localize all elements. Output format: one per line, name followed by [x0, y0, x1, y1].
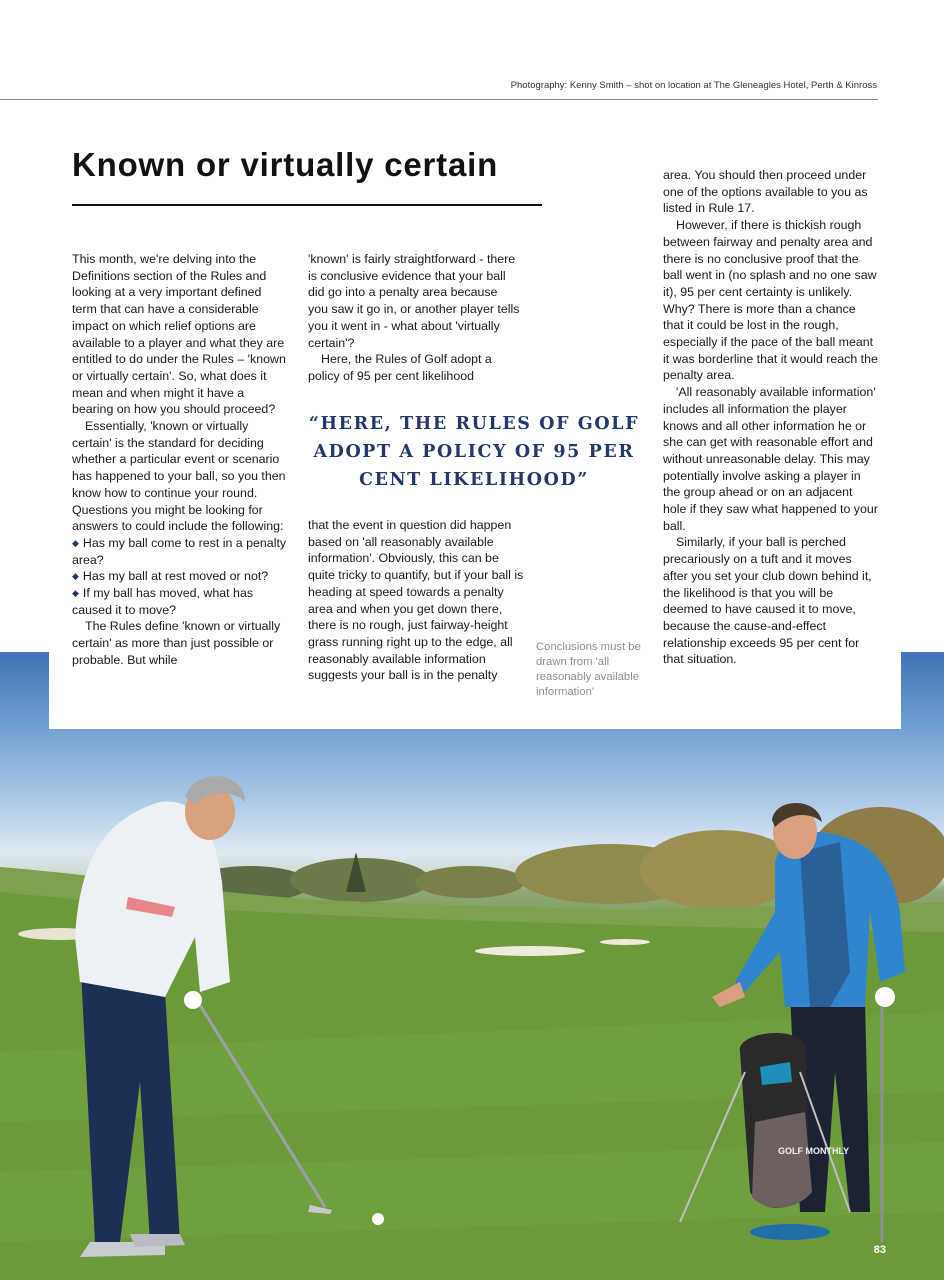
golf-course-photo — [0, 652, 944, 1280]
col3-paragraph-1: area. You should then proceed under one of the options available to you as listed in Rule 17. — [663, 168, 868, 216]
column-2-bottom — [308, 517, 524, 684]
photo-illustration — [0, 652, 944, 1280]
bullet-item: ◆ Has my ball come to rest in a penalty area? — [72, 535, 288, 568]
column-3 — [663, 167, 879, 668]
column-1 — [72, 251, 288, 669]
pull-quote: “HERE, THE RULES OF GOLF ADOPT A POLICY OF 95 PER CENT LIKELIHOOD” — [308, 414, 640, 490]
col2-paragraph-3: that the event in question did happen based on 'all reasonably available information'. Obviously, this can be quite tricky to quantify, but if your ball is heading at speed towards a penalty area and when you get down there, there is no rough, just fairway-height grass running right up to the edge, all reasonably available information suggests your ball is in the penalty — [308, 518, 524, 683]
col2-paragraph-1: 'known' is fairly straightforward - there is conclusive evidence that your ball did go into a penalty area because you saw it go in, or another player tells you it went in - what about 'virtually certain'? — [308, 252, 520, 350]
col3-paragraph-4: Similarly, if your ball is perched precariously on a tuft and it moves after you set your club down behind it, the likelihood is that you will be deemed to have caused it to move, because the cause-and-effect relationship exceeds 95 per cent for that situation. — [663, 535, 872, 667]
bag-logo: GOLF MONTHLY — [778, 1146, 850, 1156]
col3-paragraph-2: However, if there is thickish rough between fairway and penalty area and there is no conclusive proof that the ball went in (no splash and no one saw it), 95 per cent certainty is unlikely. Why? There is more than a chance that it could be lost in the rough, especially if the pace of the ball meant it was borderline that it would reach the penalty area. — [663, 218, 878, 383]
col3-paragraph-3: 'All reasonably available information' includes all information the player knows and all other information he or she can get with reasonable effort and without unreasonable delay. This may potentially involve asking a player in the group ahead or on an adjacent hole if they saw what happened to your ball. — [663, 385, 878, 533]
bunker — [475, 946, 585, 956]
column-2-top — [308, 251, 520, 385]
bullet-item: ◆ Has my ball at rest moved or not? — [72, 568, 288, 585]
title-underline — [72, 204, 542, 206]
photo-credit: Photography: Kenny Smith – shot on location at The Gleneagles Hotel, Perth & Kinross — [510, 80, 877, 91]
col1-paragraph-1: This month, we're delving into the Definitions section of the Rules and looking at a very important defined term that can have a considerable impact on which relief options are available to a player and what they are entitled to do under the Rules – 'known or virtually certain'. So, what does it mean and when might it have a bearing on how you should proceed? — [72, 252, 286, 417]
col2-paragraph-2: Here, the Rules of Golf adopt a policy of 95 per cent likelihood — [308, 352, 492, 383]
col1-paragraph-3: The Rules define 'known or virtually certain' as more than just possible or probable. But while — [72, 619, 281, 667]
photo-caption: Conclusions must be drawn from 'all reasonably available information' — [536, 641, 641, 698]
header-rule — [0, 99, 878, 100]
article-title: Known or virtually certain — [72, 146, 499, 183]
page-number: 83 — [873, 1244, 886, 1256]
golf-ball — [372, 1213, 384, 1225]
bunker — [600, 939, 650, 945]
col1-paragraph-2: Essentially, 'known or virtually certain' is the standard for deciding whether a particular event or scenario has happened to your ball, so you then know how to continue your round. Questions you might be looking for answers to could include the following: — [72, 419, 286, 534]
bullet-item: ◆ If my ball has moved, what has caused it to move? — [72, 585, 288, 618]
